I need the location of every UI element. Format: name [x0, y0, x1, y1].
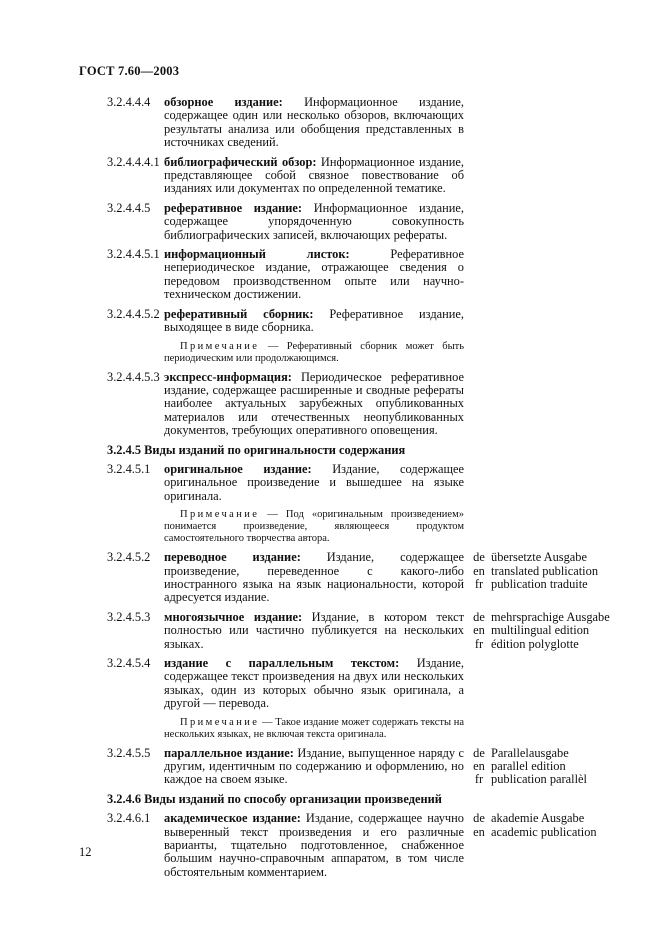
foreign-equivalents [467, 747, 587, 787]
equivalent-term: mehrsprachige Ausgabe [491, 609, 610, 624]
definition-body: Реферативное издание, выходящее в виде сборника. [164, 306, 464, 335]
definition-text [164, 463, 464, 503]
equivalent-term: translated publication [491, 563, 599, 578]
definition-text [164, 747, 464, 787]
note [164, 717, 464, 741]
term-label: параллельное издание: [164, 745, 294, 760]
term-label: издание с параллельным текстом: [164, 656, 400, 670]
equivalent-term: übersetzte Ausgabe [491, 550, 587, 565]
clause-number: 3.2.4.5.4 [107, 656, 151, 670]
clause-number: 3.2.4.4.5.1 [107, 247, 160, 262]
term-label: обзорное издание: [164, 95, 283, 109]
equivalent-row [467, 578, 598, 591]
definition-body: Информационное издание, представляющее собой связное повествование об изданиях или документах по определенной тематике. [164, 154, 464, 196]
definition-text [164, 611, 464, 651]
term-label: переводное издание: [164, 550, 301, 565]
equivalent-term: akademie Ausgabe [491, 811, 585, 826]
definition-text [164, 248, 464, 302]
definition-body: Информационное издание, содержащее упорядоченную совокупность библиографических записей, включающих рефераты. [164, 200, 464, 242]
definition-text [164, 371, 464, 438]
definition-body: Информационное издание, содержащее один или несколько обзоров, включающих результаты анализа или обобщения представленных в источниках сведений. [164, 95, 465, 150]
note [164, 341, 464, 365]
clause-number: 3.2.4.5.2 [107, 550, 151, 565]
term-label: многоязычное издание: [164, 609, 303, 624]
definition-body: Издание, содержащее оригинальное произведение и вышедшее на языке оригинала. [164, 461, 464, 503]
definition-text [164, 551, 464, 605]
clause-number: 3.2.4.4.4 [107, 95, 151, 109]
section-heading: 3.2.4.5 Виды изданий по оригинальности содержания [107, 442, 406, 457]
equivalent-row [467, 747, 587, 760]
equivalent-term: academic publication [491, 824, 597, 839]
equivalent-term: édition polyglotte [491, 636, 579, 651]
term-entry [107, 463, 627, 545]
equivalent-row [467, 565, 598, 578]
term-entry [107, 812, 627, 879]
foreign-equivalents [467, 812, 597, 839]
note-label: Примечание [180, 509, 260, 521]
term-entry [107, 96, 627, 150]
term-entry [107, 747, 627, 787]
definition-text [164, 96, 464, 150]
term-label: информационный листок: [164, 247, 350, 262]
term-entry [107, 611, 627, 651]
clause-number: 3.2.4.4.5.3 [107, 369, 160, 384]
term-label: реферативное издание: [164, 200, 303, 215]
equivalent-row [467, 638, 610, 651]
clause-number: 3.2.4.5.3 [107, 609, 151, 624]
equivalent-row [467, 826, 597, 839]
term-label: библиографический обзор: [164, 154, 317, 169]
equivalent-row [467, 611, 610, 624]
term-entry [107, 657, 627, 741]
definition-text [164, 202, 464, 242]
clause-number: 3.2.4.5.5 [107, 745, 151, 760]
definition-body: Издание, содержащее научно выверенный текст произведения и его различные варианты, тщательно подготовленное, снабженное большим научно-справочным аппаратом, в том числе обстоятельным комментарием. [164, 811, 464, 879]
note-label: Примечание [180, 340, 260, 352]
term-label: академическое издание: [164, 811, 301, 826]
language-code: en [473, 623, 485, 638]
document-body [107, 96, 627, 885]
language-code: en [473, 759, 485, 774]
definition-text [164, 308, 464, 335]
definition-body: Реферативное непериодическое издание, отражающее сведения о передовом производственном опыте или научно-техническом достижении. [164, 247, 464, 302]
language-code: en [473, 563, 485, 578]
definition-body: Периодическое реферативное издание, содержащее расширенные и сводные рефераты наиболее актуальных зарубежных опубликованных материалов или отечественных неопубликованных документов, требующих оперативного оповещения. [164, 369, 464, 438]
language-code: fr [474, 576, 484, 591]
definition-body: Издание, содержащее текст произведения на двух или нескольких языках, один из которых обычно язык оригинала, а другой — перевода. [164, 656, 464, 711]
term-entry [107, 156, 627, 196]
definition-body: Издание, выпущенное наряду с другим, идентичным по содержанию и оформлению, но каждое на своем языке. [164, 745, 464, 787]
language-code: fr [474, 772, 484, 787]
definition-body: Издание, содержащее произведение, переведенное с какого-либо иностранного языка на язык национальности, которой адресуется издание. [164, 550, 465, 605]
definition-body: Издание, в котором текст полностью или частично публикуется на нескольких языках. [164, 609, 464, 651]
note-text: — Под «оригинальным произведением» понимается произведение, являющееся продуктом самостоятельного творчества автора. [164, 509, 464, 545]
equivalent-term: Parallelausgabe [491, 745, 569, 760]
equivalent-row [467, 812, 597, 825]
term-entry [107, 551, 627, 605]
clause-number: 3.2.4.4.5.2 [107, 306, 160, 321]
term-label: экспресс-информация: [164, 369, 292, 384]
note-text: — Реферативный сборник может быть периодическим или продолжающимся. [164, 340, 464, 364]
clause-number: 3.2.4.5.1 [107, 461, 151, 476]
language-code: de [473, 811, 485, 826]
equivalent-term: parallel edition [491, 759, 566, 774]
language-code: de [473, 609, 485, 624]
equivalent-term: multilingual edition [491, 623, 590, 638]
equivalent-row [467, 624, 610, 637]
language-code: en [473, 824, 485, 839]
term-entry [107, 308, 627, 365]
equivalent-row [467, 773, 587, 786]
equivalent-term: publication traduite [491, 576, 588, 591]
note-label: Примечание [180, 716, 260, 728]
equivalent-row [467, 760, 587, 773]
equivalent-term: publication parallèl [491, 772, 587, 787]
definition-text [164, 156, 464, 196]
page-number: 12 [79, 845, 92, 859]
definition-text [164, 812, 464, 879]
definition-text [164, 657, 464, 711]
standard-header: ГОСТ 7.60—2003 [79, 64, 180, 78]
foreign-equivalents [467, 551, 598, 591]
term-entry [107, 202, 627, 242]
clause-number: 3.2.4.4.5 [107, 200, 151, 215]
language-code: de [473, 550, 485, 565]
note-text: — Такое издание может содержать тексты на нескольких языках, не включая текста оригинала. [164, 716, 464, 740]
term-label: реферативный сборник: [164, 306, 314, 321]
note [164, 509, 464, 545]
equivalent-row [467, 551, 598, 564]
clause-number: 3.2.4.4.4.1 [107, 154, 160, 169]
term-entry [107, 248, 627, 302]
language-code: de [473, 745, 485, 760]
foreign-equivalents [467, 611, 610, 651]
section-heading: 3.2.4.6 Виды изданий по способу организации произведений [107, 791, 442, 806]
term-entry [107, 371, 627, 438]
language-code: fr [474, 636, 484, 651]
clause-number: 3.2.4.6.1 [107, 811, 151, 826]
term-label: оригинальное издание: [164, 461, 312, 476]
